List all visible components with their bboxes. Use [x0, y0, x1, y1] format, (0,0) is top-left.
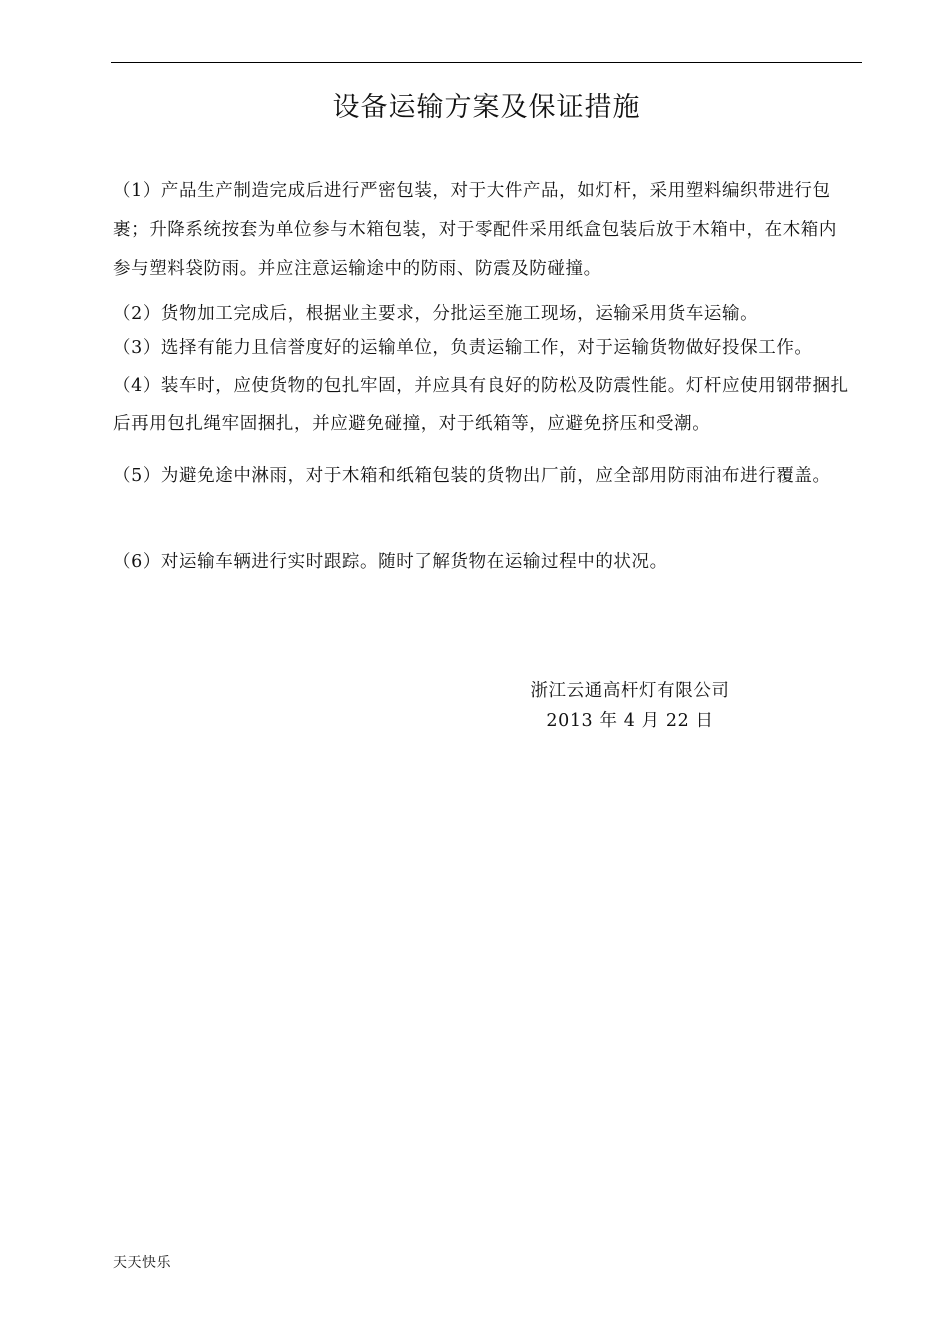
document-title: 设备运输方案及保证措施: [332, 92, 641, 123]
footer-note: 天天快乐: [113, 1255, 171, 1271]
paragraph-3: （3）选择有能力且信誉度好的运输单位，负责运输工作，对于运输货物做好投保工作。: [113, 338, 813, 358]
paragraph-2: （2）货物加工完成后，根据业主要求，分批运至施工现场，运输采用货车运输。: [113, 304, 759, 324]
paragraph-5: （5）为避免途中淋雨，对于木箱和纸箱包装的货物出厂前，应全部用防雨油布进行覆盖。: [113, 466, 831, 486]
signature-date: 2013 年 4 月 22 日: [546, 711, 714, 731]
paragraph-4: （4）装车时，应使货物的包扎牢固，并应具有良好的防松及防震性能。灯杆应使用钢带捆扎后再用包扎绳牢固捆扎，并应避免碰撞，对于纸箱等，应避免挤压和受潮。: [113, 376, 849, 434]
signature-block: [480, 676, 780, 736]
signature-company: 浙江云通高杆灯有限公司: [530, 681, 730, 701]
paragraph-1: （1）产品生产制造完成后进行严密包装，对于大件产品，如灯杆，采用塑料编织带进行包裹；升降系统按套为单位参与木箱包装，对于零配件采用纸盒包装后放于木箱中，在木箱内参与塑料袋防雨。并应注意运输途中的防雨、防震及防碰撞。: [113, 181, 837, 279]
paragraph-6: （6）对运输车辆进行实时跟踪。随时了解货物在运输过程中的状况。: [113, 552, 668, 572]
header-rule: [111, 62, 862, 63]
